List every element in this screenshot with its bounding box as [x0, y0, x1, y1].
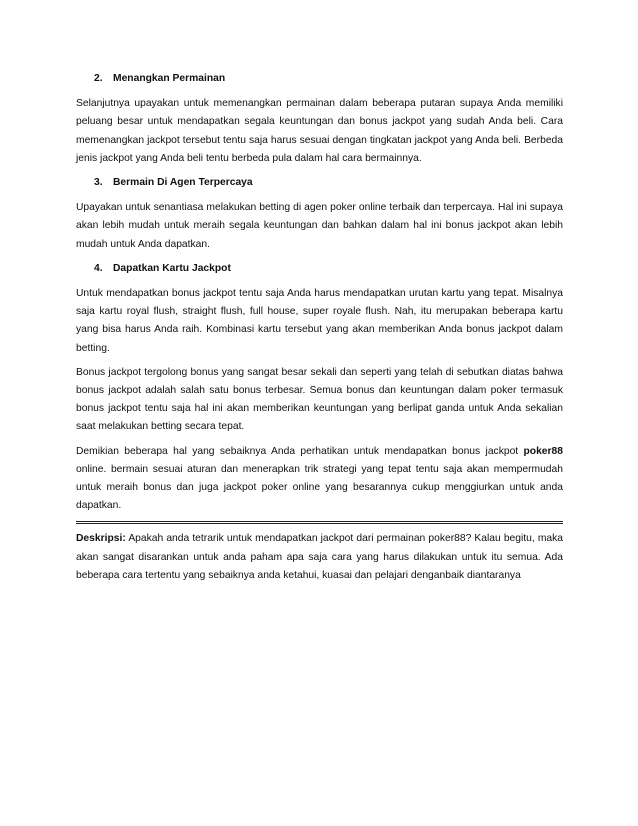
document-page — [76, 70, 563, 591]
keyword-link[interactable]: poker88 — [523, 445, 563, 457]
section-number: 3. — [94, 177, 103, 189]
section-title: Bermain Di Agen Terpercaya — [113, 177, 253, 189]
section-paragraph-3: Upayakan untuk senantiasa melakukan betting di agen poker online terbaik dan terpercaya. Hal ini supaya akan lebih mudah untuk meraih segala keuntungan dan bahkan dalam hal ini bonus jackpot akan lebih mudah untuk Anda dapatkan. — [76, 202, 563, 250]
double-rule-divider — [76, 521, 563, 524]
closing-text-before: Demikian beberapa hal yang sebaiknya Anda perhatikan untuk mendapatkan bonus jackpot — [76, 445, 524, 457]
closing-text-after: online. bermain sesuai aturan dan menerapkan trik strategi yang tepat tentu saja akan mempermudah untuk meraih bonus dan juga jackpot poker online yang besarannya cukup menggiurkan untuk anda dapatkan. — [76, 463, 563, 512]
description-paragraph — [76, 530, 563, 585]
bonus-paragraph: Bonus jackpot tergolong bonus yang sangat besar sekali dan seperti yang telah di sebutkan diatas bahwa bonus jackpot adalah salah satu bonus terbesar. Semua bonus dan keuntungan dalam poker termasuk bonus jackpot tentu saja hal ini akan memberikan keuntungan yang berlipat ganda untuk Anda sekalian saat melakukan betting secara tepat. — [76, 366, 563, 433]
section-number: 4. — [94, 262, 103, 274]
section-paragraph-4: Untuk mendapatkan bonus jackpot tentu saja Anda harus mendapatkan urutan kartu yang tepat. Misalnya saja kartu royal flush, straight flush, full house, super royale flush. Nah, itu merupakan beberapa kartu yang bisa harus Anda raih. Kombinasi kartu tersebut yang akan memberikan Anda bonus jackpot dalam betting. — [76, 288, 563, 354]
section-title: Dapatkan Kartu Jackpot — [113, 262, 231, 274]
section-paragraph-2: Selanjutnya upayakan untuk memenangkan permainan dalam beberapa putaran supaya Anda memiliki peluang besar untuk mendapatkan segala keuntungan dan bonus jackpot yang sudah Anda beli. Cara memenangkan jackpot tersebut tentu saja harus sesuai dengan tingkatan jackpot yang Anda beli. Berbeda jenis jackpot yang Anda beli tentu berbeda pula dalam hal cara bermainnya. — [76, 98, 563, 164]
closing-paragraph — [76, 443, 563, 516]
section-heading-3 — [76, 174, 563, 192]
section-heading-4 — [76, 260, 563, 278]
description-label: Deskripsi: — [76, 533, 126, 545]
section-title: Menangkan Permainan — [113, 73, 226, 84]
section-heading-2 — [76, 70, 563, 88]
section-number: 2. — [94, 73, 103, 84]
description-text: Apakah anda tetrarik untuk mendapatkan jackpot dari permainan poker88? Kalau begitu, maka akan sangat disarankan untuk anda paham apa saja cara yang harus dilakukan untuk itu semua. Ada beberapa cara tertentu yang sebaiknya anda ketahui, kuasai dan pelajari denganbaik diantaranya — [76, 533, 563, 581]
